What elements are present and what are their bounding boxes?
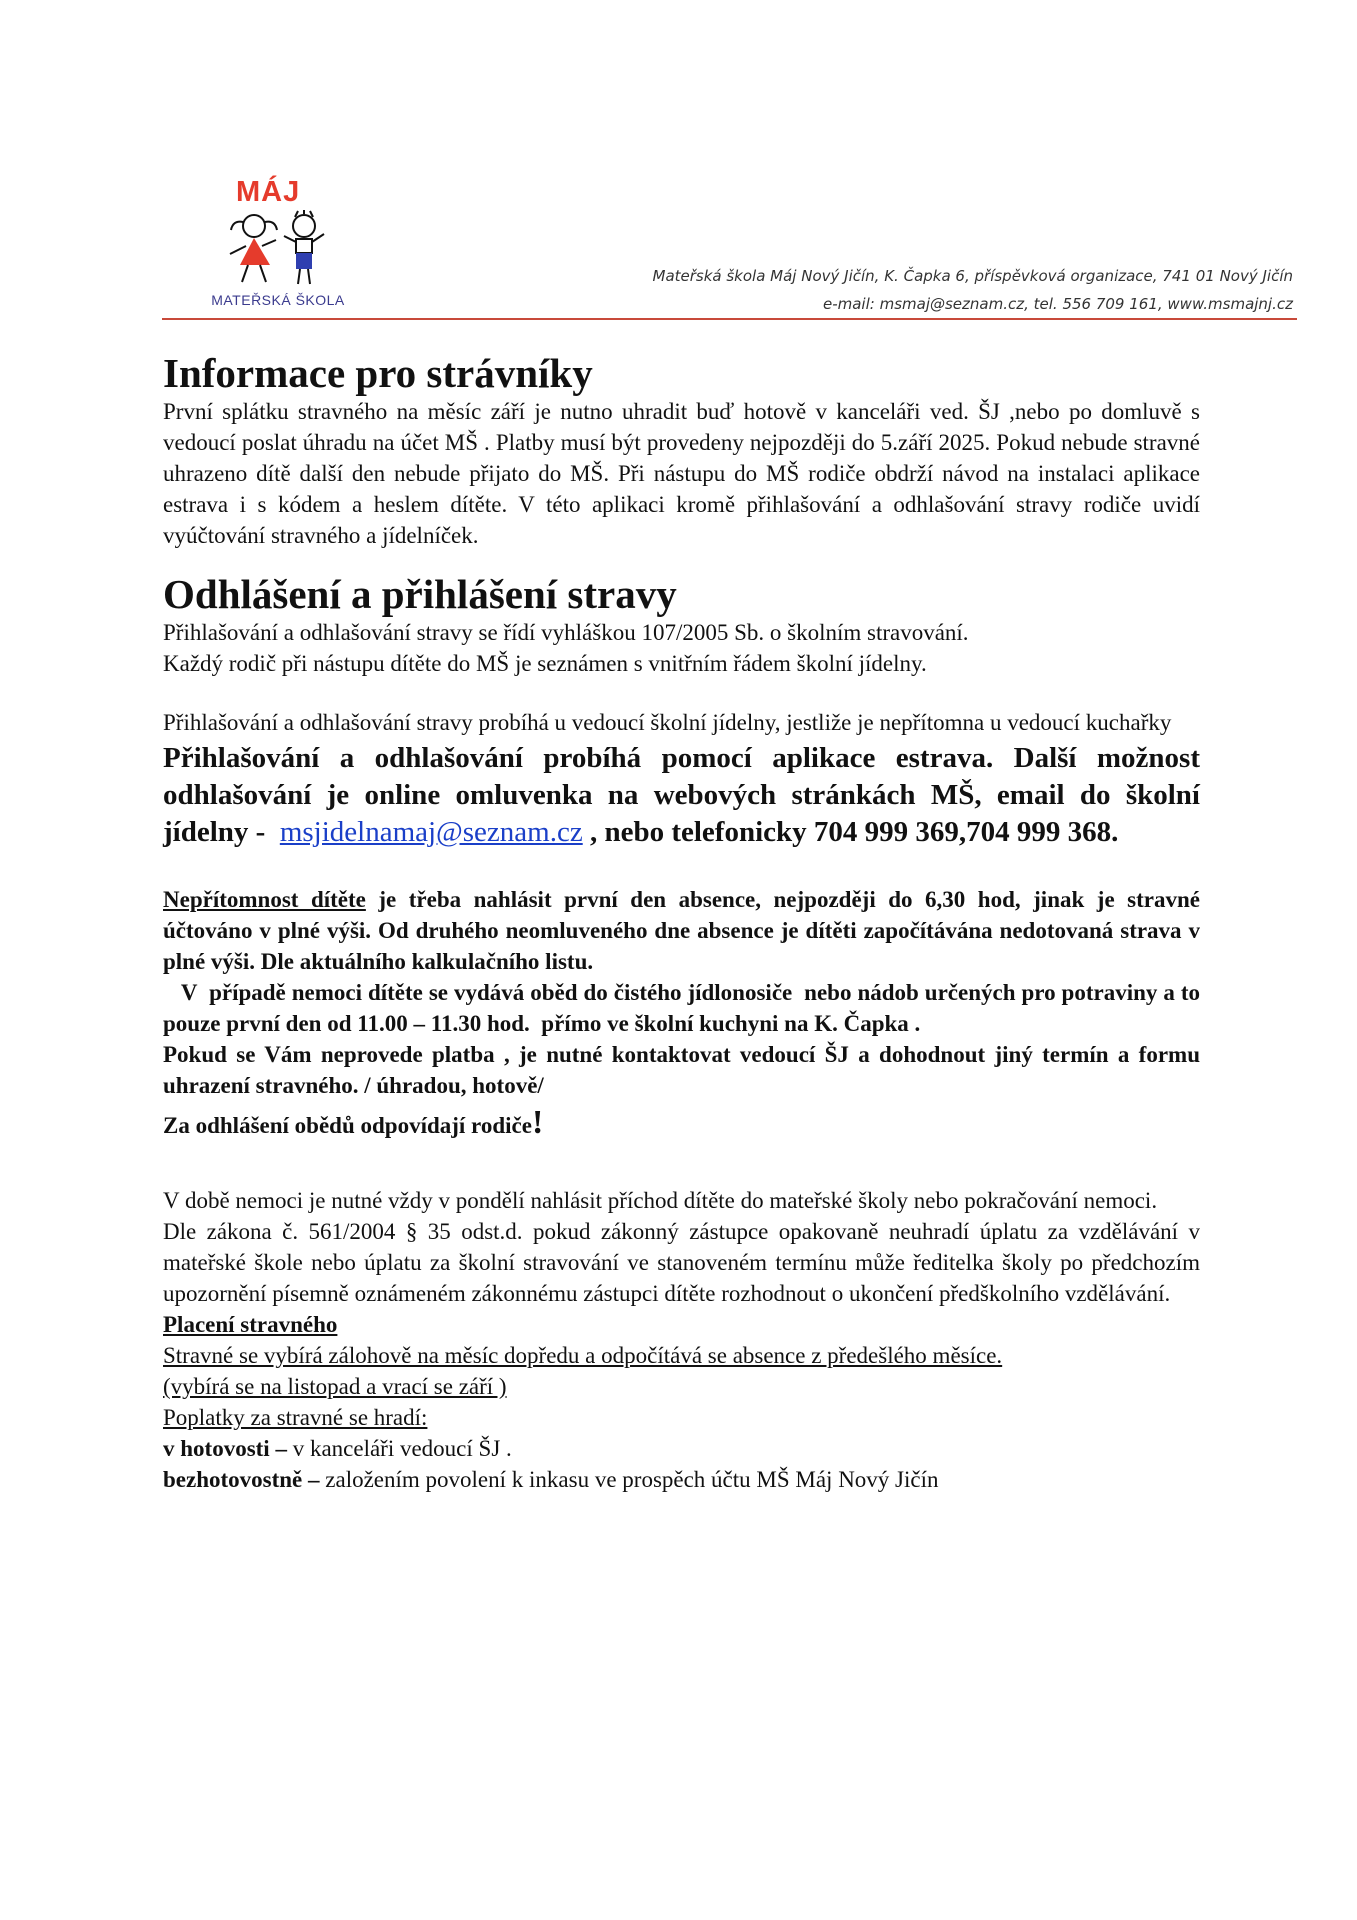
header-divider <box>162 318 1297 320</box>
illness-paragraph: V případě nemoci dítěte se vydává oběd do čistého jídlonosiče nebo nádob určených pro potraviny a to pouze první den od 11.00 – 11.30 hod. přímo ve školní kuchyni na K. Čapka . <box>163 980 1206 1036</box>
cashless-label: bezhotovostně – <box>163 1467 320 1492</box>
section-title-meals: Odhlášení a přihlášení stravy <box>163 571 677 617</box>
absence-paragraph <box>163 884 1200 977</box>
info-paragraph: První splátku stravného na měsíc září je nutno uhradit buď hotově v kanceláři ved. ŠJ ,nebo po domluvě s vedoucí poslat úhradu na účet MŠ . Platby musí být provedeny nejpozději do 5.září 2025. Pokud nebude stravné uhrazeno dítě další den nebude přijato do MŠ. Při nástupu do MŠ rodiče obdrží návod na instalaci aplikace estrava i s kódem a heslem dítěte. V této aplikaci kromě přihlašování a odhlašování stravy rodiče uvidí vyúčtování stravného a jídelníček. <box>163 399 1200 548</box>
law-paragraph: Dle zákona č. 561/2004 § 35 odst.d. pokud zákonný zástupce opakovaně neuhradí úplatu za vzdělávání v mateřské škole nebo úplatu za školní stravování ve stanoveném termínu může ředitelka školy po předchozím upozornění písemně oznámeném zákonnému zástupci dítěte rozhodnout o ukončení předškolního vzdělávání. <box>163 1219 1200 1306</box>
payment-line-1: Stravné se vybírá zálohově na měsíc dopředu a odpočítává se absence z předešlého měsíce. <box>163 1343 1003 1368</box>
school-contact: e-mail: msmaj@seznam.cz, tel. 556 709 161, www.msmajnj.cz <box>822 295 1293 313</box>
responsibility-text: Za odhlášení obědů odpovídají rodiče <box>163 1113 532 1138</box>
responsibility-mark: ! <box>531 1104 544 1141</box>
cash-text: v kanceláři vedoucí ŠJ . <box>286 1436 512 1461</box>
children-logo-icon <box>212 210 342 290</box>
illness-notice-paragraph: V době nemoci je nutné vždy v pondělí nahlásit příchod dítěte do mateřské školy nebo pokračování nemoci. <box>163 1188 1158 1213</box>
payment-heading <box>163 1309 1200 1340</box>
rules-line: Každý rodič při nástupu dítěte do MŠ je seznámen s vnitřním řádem školní jídelny. <box>163 651 927 676</box>
estrava-paragraph <box>163 740 1200 851</box>
estrava-text: Přihlašování a odhlašování probíhá pomocí aplikace estrava. Další možnost odhlašování je online omluvenka na webových stránkách MŠ, email do školní jídelny - <box>163 742 1200 848</box>
absence-text: je třeba nahlásit první den absence, nejpozději do 6,30 hod, jinak je stravné účtováno v plné výši. Od druhého neomluveného dne absence je dítěti započítávána nedotovaná strava v plné výši. Dle aktuálního kalkulačního listu. <box>163 887 1200 974</box>
cashless-line <box>163 1464 1200 1495</box>
fees-heading: Poplatky za stravné se hradí: <box>163 1405 428 1430</box>
payment-line-2: (vybírá se na listopad a vrací se září ) <box>163 1374 507 1399</box>
document-body <box>163 350 1206 1495</box>
section-title-info: Informace pro strávníky <box>163 350 593 396</box>
cash-label: v hotovosti – <box>163 1436 287 1461</box>
payment-heading-text: Placení stravného <box>163 1312 338 1337</box>
logo-title: MÁJ <box>236 176 301 208</box>
school-logo <box>198 176 358 314</box>
school-contact-block <box>653 262 1294 318</box>
regulation-line: Přihlašování a odhlašování stravy se řídí vyhláškou 107/2005 Sb. o školním stravování. <box>163 620 969 645</box>
kitchen-email-link[interactable]: msjidelnamaj@seznam.cz <box>279 816 583 848</box>
logo-subtitle: MATEŘSKÁ ŠKOLA <box>211 292 345 308</box>
phone-text: , nebo telefonicky 704 999 369,704 999 368. <box>589 816 1119 848</box>
registration-paragraph: Přihlašování a odhlašování stravy probíhá u vedoucí školní jídelny, jestliže je nepřítomna u vedoucí kuchařky <box>163 710 1172 735</box>
cashless-text: založením povolení k inkasu ve prospěch účtu MŠ Máj Nový Jičín <box>319 1467 939 1492</box>
responsibility-line <box>163 1104 1200 1141</box>
school-address: Mateřská škola Máj Nový Jičín, K. Čapka 6, příspěvková organizace, 741 01 Nový Jičín <box>652 267 1293 285</box>
cash-line <box>163 1433 1200 1464</box>
payment-issue-paragraph: Pokud se Vám neprovede platba , je nutné kontaktovat vedoucí ŠJ a dohodnout jiný termín a formu uhrazení stravného. / úhradou, hotově/ <box>163 1042 1200 1098</box>
absence-label: Nepřítomnost dítěte <box>163 887 366 912</box>
